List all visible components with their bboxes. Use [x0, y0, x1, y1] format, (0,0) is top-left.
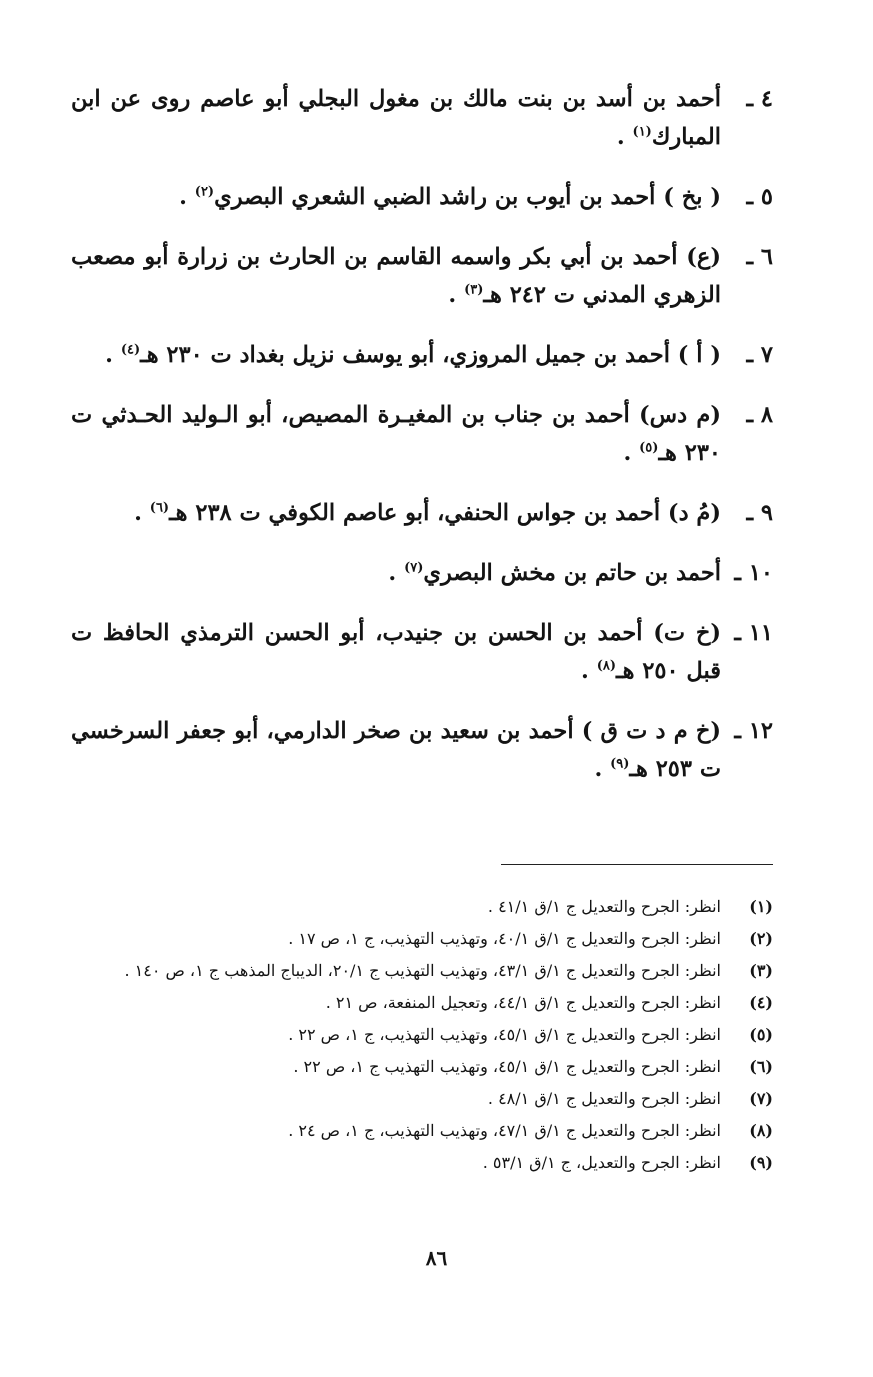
entry-end: . [616, 124, 633, 150]
footnotes [71, 894, 773, 1182]
footnote-text: انظر: الجرح والتعديل ج ١/ق ٤٥/١، وتهذيب التهذيب، ج ١، ص ٢٢ . [288, 1025, 721, 1044]
footnote [71, 1086, 773, 1111]
entry-text: أحمد بن أسد بن بنت مالك بن مغول البجلي أبو عاصم روى عن ابن المبارك [71, 86, 721, 150]
footnote [71, 990, 773, 1015]
footnote-text: انظر: الجرح والتعديل ج ١/ق ٤٧/١، وتهذيب التهذيب، ج ١، ص ٢٤ . [288, 1121, 721, 1140]
footnote-text: انظر: الجرح والتعديل ج ١/ق ٤٣/١، وتهذيب التهذيب ج ٢٠/١، الديباج المذهب ج ١، ص ١٤٠ . [124, 961, 721, 980]
footnote-number: (٦) [749, 1057, 773, 1076]
footnote [71, 1022, 773, 1047]
entry-text: ( أ ) أحمد بن جميل المروزي، أبو يوسف نزيل بغداد ت ٢٣٠ هـ [140, 342, 721, 368]
footnote-text: انظر: الجرح والتعديل ج ١/ق ٤٤/١، وتعجيل المنفعة، ص ٢١ . [325, 993, 721, 1012]
entry-end: . [388, 560, 405, 586]
entry [71, 178, 773, 216]
entry [71, 712, 773, 788]
entry-end: . [179, 184, 195, 210]
footnote-number: (٢) [749, 929, 773, 948]
footnote-number: (٨) [749, 1121, 773, 1140]
entry-number: ١١ ـ [734, 620, 773, 646]
footnote-text: انظر: الجرح والتعديل ج ١/ق ٤١/١ . [487, 897, 721, 916]
entry-number: ١٠ ـ [734, 560, 773, 586]
footnote-ref[interactable]: (١) [632, 124, 652, 140]
footnote-ref[interactable]: (٨) [596, 658, 617, 674]
entry-end: . [623, 440, 640, 466]
entry-text: (مُ د) أحمد بن جواس الحنفي، أبو عاصم الكوفي ت ٢٣٨ هـ [169, 500, 721, 526]
entry-end: . [594, 756, 611, 782]
footnote-ref[interactable]: (٩) [610, 756, 630, 772]
footnote-text: انظر: الجرح والتعديل ج ١/ق ٤٥/١، وتهذيب التهذيب ج ١، ص ٢٢ . [293, 1057, 721, 1076]
narrator-entries [71, 80, 773, 810]
entry-text: (خ م د ت ق ) أحمد بن سعيد بن صخر الدارمي، أبو جعفر السرخسي ت ٢٥٣ هـ [71, 718, 721, 782]
entry-end: . [134, 500, 150, 526]
entry-text: (م دس) أحمد بن جناب بن المغيـرة المصيص، أبو الـوليد الحـدثي ت ٢٣٠ هـ [71, 402, 721, 466]
footnote-ref[interactable]: (٧) [404, 560, 424, 576]
entry [71, 554, 773, 592]
footnote-number: (١) [749, 897, 773, 916]
footnote-text: انظر: الجرح والتعديل ج ١/ق ٤٠/١، وتهذيب التهذيب، ج ١، ص ١٧ . [288, 929, 721, 948]
entry-number: ٦ ـ [746, 244, 773, 270]
entry [71, 494, 773, 532]
footnote-ref[interactable]: (٥) [639, 440, 659, 456]
footnote [71, 926, 773, 951]
footnote [71, 1118, 773, 1143]
entry-text: (خ ت) أحمد بن الحسن بن جنيدب، أبو الحسن الترمذي الحافظ ت قبل ٢٥٠ هـ [71, 620, 721, 684]
footnote-number: (٩) [749, 1153, 773, 1172]
entry [71, 396, 773, 472]
entry-number: ١٢ ـ [734, 718, 773, 744]
footnote-number: (٣) [749, 961, 773, 980]
footnote-number: (٤) [749, 993, 773, 1012]
entry-number: ٨ ـ [746, 402, 773, 428]
entry-end: . [448, 282, 465, 308]
entry-end: . [581, 658, 597, 684]
entry [71, 238, 773, 314]
entry-text: أحمد بن حاتم بن مخش البصري [423, 560, 721, 586]
footnote-number: (٧) [749, 1089, 773, 1108]
entry-text: (ع) أحمد بن أبي بكر واسمه القاسم بن الحارث بن زرارة أبو مصعب الزهري المدني ت ٢٤٢ هـ [71, 244, 721, 308]
footnote-ref[interactable]: (٢) [194, 184, 215, 200]
entry-number: ٩ ـ [746, 500, 773, 526]
footnote [71, 894, 773, 919]
footnote-divider [501, 864, 773, 865]
entry-end: . [105, 342, 121, 368]
entry-text: ( بخ ) أحمد بن أيوب بن راشد الضبي الشعري البصري [214, 184, 721, 210]
footnote-ref[interactable]: (٦) [149, 500, 170, 516]
entry-number: ٤ ـ [746, 86, 773, 112]
footnote [71, 958, 773, 983]
page-number: ٨٦ [425, 1246, 448, 1270]
entry [71, 336, 773, 374]
footnote [71, 1150, 773, 1175]
entry-number: ٧ ـ [746, 342, 773, 368]
footnote-ref[interactable]: (٣) [464, 282, 484, 298]
entry [71, 80, 773, 156]
footnote [71, 1054, 773, 1079]
entry [71, 614, 773, 690]
footnote-number: (٥) [749, 1025, 773, 1044]
footnote-ref[interactable]: (٤) [120, 342, 141, 358]
entry-number: ٥ ـ [746, 184, 773, 210]
footnote-text: انظر: الجرح والتعديل ج ١/ق ٤٨/١ . [487, 1089, 721, 1108]
footnote-text: انظر: الجرح والتعديل، ج ١/ق ٥٣/١ . [482, 1153, 721, 1172]
